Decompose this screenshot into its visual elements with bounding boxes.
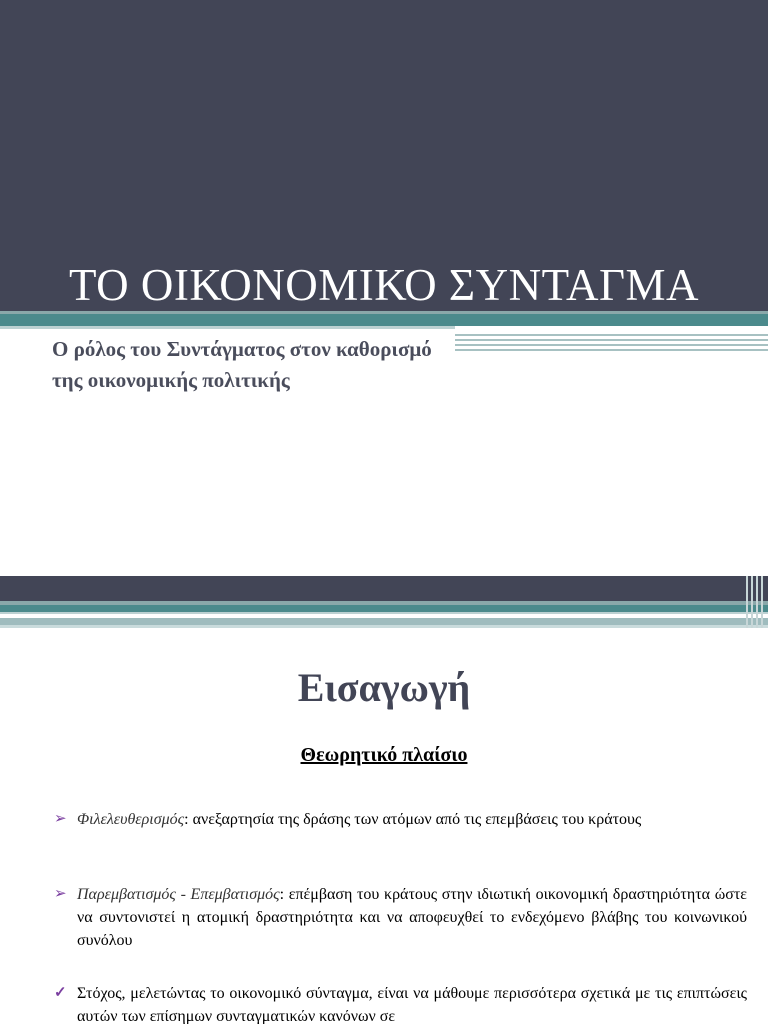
decorative-stripe — [0, 625, 768, 628]
decorative-line — [455, 349, 768, 351]
bullet-text: Στόχος, μελετώντας το οικονομικό σύνταγμα, είναι να μάθουμε περισσότερα σχετικά με τις επιπτώσεις αυτών των επίσημων συνταγματικών κανόνων σε — [77, 985, 747, 1024]
bullet-term: Φιλελευθερισμός — [77, 811, 185, 828]
arrow-bullet-icon: ➢ — [54, 811, 67, 827]
bullet-text: : επέμβαση του κράτους στην ιδιωτική οικονομική δραστηριότητα ώστε να συντονιστεί η ατομική δραστηριότητα και να αποφευχθεί το ενδεχόμενο βλάβης του κοινωνικού συνόλου — [77, 886, 747, 949]
bullet-item — [52, 982, 747, 1024]
check-bullet-icon: ✓ — [54, 985, 67, 1001]
arrow-bullet-icon: ➢ — [54, 886, 67, 902]
bullet-item — [52, 808, 747, 831]
section-subheading: Θεωρητικό πλαίσιο — [300, 744, 468, 766]
slide-title: ΤΟ ΟΙΚΟΝΟΜΙΚΟ ΣΥΝΤΑΓΜΑ — [68, 260, 700, 310]
decorative-vertical-line — [761, 576, 763, 628]
section-heading: Εισαγωγή — [297, 665, 471, 710]
bullet-text: : ανεξαρτησία της δράσης των ατόμων από τις επεμβάσεις του κράτους — [184, 811, 642, 828]
bullet-term: Παρεμβατισμός - Επεμβατισμός — [77, 886, 280, 903]
decorative-stripe — [0, 612, 768, 614]
decorative-stripe — [0, 314, 768, 326]
decorative-stripe — [0, 618, 768, 625]
decorative-stripe — [0, 605, 768, 612]
decorative-vertical-line — [746, 576, 748, 628]
decorative-vertical-line — [756, 576, 758, 628]
decorative-vertical-line — [751, 576, 753, 628]
decorative-line — [455, 339, 768, 341]
decorative-line — [455, 334, 768, 336]
bullet-item — [52, 883, 747, 952]
content-slide — [0, 576, 768, 1024]
slide-subtitle: Ο ρόλος του Συντάγματος στον καθορισμό της οικονομικής πολιτικής — [52, 337, 432, 392]
decorative-stripe — [0, 326, 455, 329]
decorative-line — [455, 344, 768, 346]
content-header-band — [0, 576, 768, 601]
